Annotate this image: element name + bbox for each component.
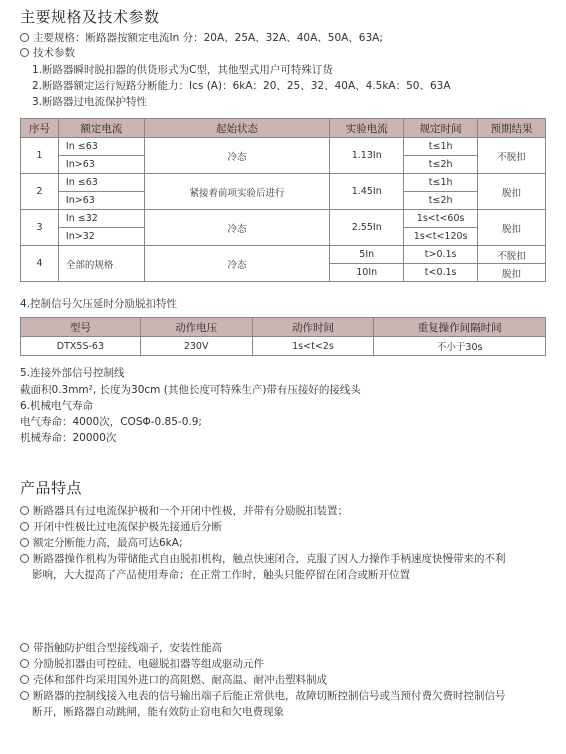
time-limit: t≤2h xyxy=(404,192,478,210)
rated-current: In ≤32 xyxy=(58,210,144,228)
bullet-circle-icon xyxy=(20,643,29,652)
spec-item: 3.断路器过电流保护特性 xyxy=(32,96,148,108)
header-cell: 序号 xyxy=(21,119,59,138)
bullet-circle-icon xyxy=(20,522,29,531)
bullet-circle-icon xyxy=(20,538,29,547)
time-limit: t≤1h xyxy=(404,174,478,192)
bullet-circle-icon xyxy=(20,33,29,42)
header-cell: 型号 xyxy=(21,318,141,337)
time-limit: t>0.1s xyxy=(404,246,478,264)
header-cell: 实验电流 xyxy=(330,119,404,138)
section-heading: 6.机械电气寿命 xyxy=(20,400,94,412)
header-cell: 预期结果 xyxy=(478,119,546,138)
rated-current: In>63 xyxy=(58,192,144,210)
section-heading: 4.控制信号欠压延时分励脱扣特性 xyxy=(20,298,178,310)
row-number: 1 xyxy=(21,138,59,174)
electrical-life: 电气寿命：4000次，COSΦ-0.85-0.9; xyxy=(20,416,202,428)
test-current: 2.55In xyxy=(330,210,404,246)
model-cell: DTX5S-63 xyxy=(21,337,141,356)
features-title: 产品特点 xyxy=(20,479,83,497)
row-number: 3 xyxy=(21,210,59,246)
table-row xyxy=(21,337,546,356)
feature-item: 带指触防护组合型接线端子，安装性能高 xyxy=(20,641,222,655)
table-row xyxy=(21,138,546,156)
bullet-circle-icon xyxy=(20,691,29,700)
start-state: 冷态 xyxy=(144,138,330,174)
header-cell: 动作电压 xyxy=(140,318,252,337)
feature-item-continued: 影响，大大提高了产品使用寿命；在正常工作时，触头只能停留在闭合或断开位置 xyxy=(32,569,410,581)
time-limit: t≤1h xyxy=(404,138,478,156)
header-cell: 起始状态 xyxy=(144,119,330,138)
rated-current: 全部的规格 xyxy=(58,246,144,282)
bullet-circle-icon xyxy=(20,659,29,668)
table-row xyxy=(21,210,546,228)
header-cell: 重复操作间隔时间 xyxy=(374,318,546,337)
section-text: 截面积0.3mm², 长度为30cm (其他长度可特殊生产)带有压接好的接线头 xyxy=(20,384,361,396)
test-current: 5In xyxy=(330,246,404,264)
table-row xyxy=(21,174,546,192)
expected-result: 脱扣 xyxy=(478,174,546,210)
feature-item: 分励脱扣器由可控硅、电磁脱扣器等组成驱动元件 xyxy=(20,657,264,671)
bullet-circle-icon xyxy=(20,48,29,57)
row-number: 4 xyxy=(21,246,59,282)
expected-result: 不脱扣 xyxy=(478,246,546,264)
time-limit: 1s<t<60s xyxy=(404,210,478,228)
feature-item: 断路器具有过电流保护极和一个开闭中性极，并带有分励脱扣装置； xyxy=(20,504,348,518)
feature-item: 壳体和部件均采用国外进口的高阻燃、耐高温、耐冲击塑料制成 xyxy=(20,673,327,687)
bullet-circle-icon xyxy=(20,506,29,515)
section-heading: 5.连接外部信号控制线 xyxy=(20,367,125,379)
header-cell: 额定电流 xyxy=(58,119,144,138)
start-state: 紧接着前项实验后进行 xyxy=(144,174,330,210)
time-limit: t<0.1s xyxy=(404,264,478,282)
feature-item: 额定分断能力高，最高可达6kA; xyxy=(20,536,182,550)
test-current: 10In xyxy=(330,264,404,282)
table-header-row xyxy=(21,318,546,337)
feature-item: 断路器操作机构为带储能式自由脱扣机构，触点快速闭合，克服了因人力操作手柄速度快慢带来的不利 xyxy=(20,552,506,566)
table-row xyxy=(21,246,546,264)
rated-current: In>32 xyxy=(58,228,144,246)
interval-cell: 不小于30s xyxy=(374,337,546,356)
section-title: 主要规格及技术参数 xyxy=(20,8,160,26)
feature-item: 断路器的控制线接入电表的信号输出端子后能正常供电，故障切断控制信号或当预付费欠费时控制信号 xyxy=(20,689,506,703)
voltage-cell: 230V xyxy=(140,337,252,356)
mechanical-life: 机械寿命：20000次 xyxy=(20,432,117,444)
header-cell: 规定时间 xyxy=(404,119,478,138)
bullet-circle-icon xyxy=(20,675,29,684)
spec-item: 2.断路器额定运行短路分断能力：Ics (A)：6kA：20、25、32、40A、4.5kA：50、63A xyxy=(32,80,451,92)
expected-result: 脱扣 xyxy=(478,210,546,246)
test-current: 1.13In xyxy=(330,138,404,174)
time-limit: t≤2h xyxy=(404,156,478,174)
rated-current: In ≤63 xyxy=(58,174,144,192)
expected-result: 脱扣 xyxy=(478,264,546,282)
shunt-trip-table xyxy=(20,317,546,356)
table-header-row xyxy=(21,119,546,138)
rated-current: In ≤63 xyxy=(58,138,144,156)
feature-item: 开闭中性极比过电流保护极先接通后分断 xyxy=(20,520,222,534)
bullet-circle-icon xyxy=(20,554,29,563)
spec-line: 技术参数 xyxy=(20,46,75,60)
start-state: 冷态 xyxy=(144,210,330,246)
spec-item: 1.断路器瞬时脱扣器的供货形式为C型，其他型式用户可特殊订货 xyxy=(32,64,333,76)
rated-current: In>63 xyxy=(58,156,144,174)
protection-table xyxy=(20,118,546,282)
time-cell: 1s<t<2s xyxy=(252,337,374,356)
header-cell: 动作时间 xyxy=(252,318,374,337)
start-state: 冷态 xyxy=(144,246,330,282)
row-number: 2 xyxy=(21,174,59,210)
expected-result: 不脱扣 xyxy=(478,138,546,174)
test-current: 1.45In xyxy=(330,174,404,210)
feature-item-continued: 断开，断路器自动跳闸，能有效防止窃电和欠电费现象 xyxy=(32,706,284,718)
time-limit: 1s<t<120s xyxy=(404,228,478,246)
spec-line: 主要规格：断路器按额定电流In 分：20A、25A、32A、40A、50A、63A; xyxy=(20,31,383,45)
